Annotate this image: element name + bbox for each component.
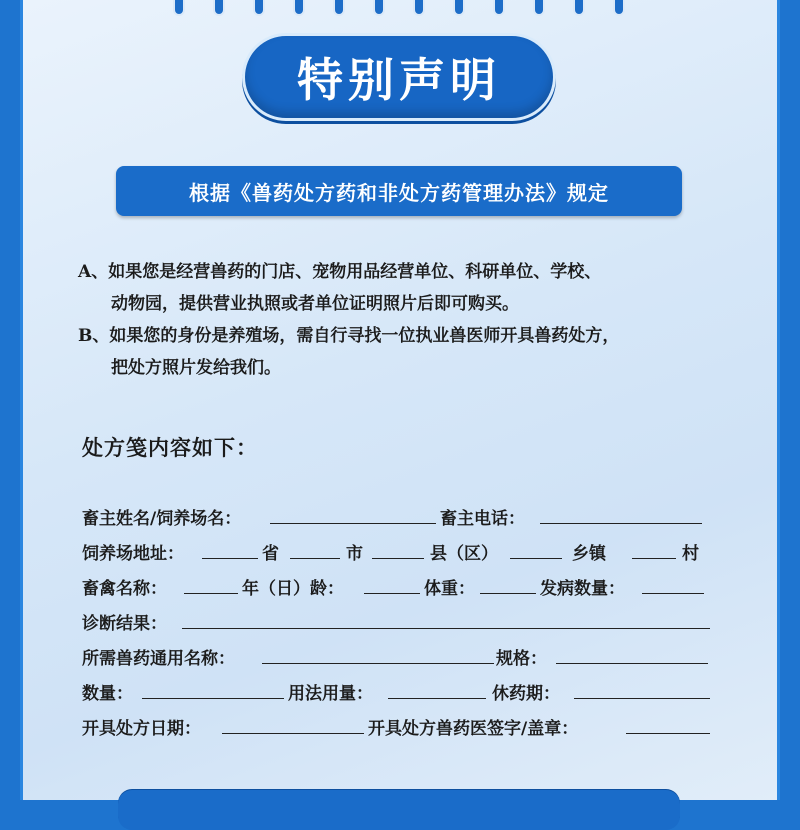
province-field[interactable]	[202, 558, 258, 559]
weight-field[interactable]	[480, 593, 536, 594]
diagnosis-field[interactable]	[182, 628, 710, 629]
date-field[interactable]	[222, 733, 364, 734]
withdrawal-field[interactable]	[574, 698, 710, 699]
binder-ring	[453, 0, 465, 16]
clause-a-line2: 动物园，提供营业执照或者单位证明照片后即可购买。	[111, 294, 519, 314]
city-field[interactable]	[290, 558, 340, 559]
clause-b-line1: B、如果您的身份是养殖场，需自行寻找一位执业兽医师开具兽药处方，	[78, 326, 620, 346]
quantity-field[interactable]	[142, 698, 284, 699]
sick-count-label: 发病数量：	[540, 579, 625, 599]
clause-b-line2: 把处方照片发给我们。	[111, 358, 281, 378]
clause-a-line1: A、如果您是经营兽药的门店、宠物用品经营单位、科研单位、学校、	[78, 262, 602, 282]
signature-label: 开具处方兽药医签字/盖章：	[368, 719, 579, 739]
form-row-signature	[82, 710, 722, 740]
city-label: 市	[346, 544, 363, 564]
animal-name-label: 畜禽名称：	[82, 579, 167, 599]
bottom-banner	[118, 790, 680, 830]
township-field[interactable]	[510, 558, 562, 559]
diagnosis-label: 诊断结果：	[82, 614, 167, 634]
binder-ring	[413, 0, 425, 16]
animal-name-field[interactable]	[184, 593, 238, 594]
age-field[interactable]	[364, 593, 420, 594]
date-label: 开具处方日期：	[82, 719, 201, 739]
binder-ring	[173, 0, 185, 16]
clause-a	[78, 256, 601, 320]
form-row-drug	[82, 640, 722, 670]
quantity-label: 数量：	[82, 684, 133, 704]
owner-name-field[interactable]	[270, 523, 436, 524]
form-row-diagnosis	[82, 605, 722, 635]
dosage-field[interactable]	[388, 698, 486, 699]
binder-ring	[293, 0, 305, 16]
sick-count-field[interactable]	[642, 593, 704, 594]
owner-phone-field[interactable]	[540, 523, 702, 524]
binder-ring	[213, 0, 225, 16]
binder-ring	[253, 0, 265, 16]
owner-phone-label: 畜主电话：	[440, 509, 525, 529]
county-label: 县（区）	[430, 544, 498, 564]
dosage-label: 用法用量：	[288, 684, 373, 704]
age-label: 年（日）龄：	[242, 579, 344, 599]
spec-label: 规格：	[496, 649, 547, 669]
village-label: 村	[682, 544, 699, 564]
province-label: 省	[262, 544, 279, 564]
form-row-address	[82, 535, 722, 565]
drug-name-label: 所需兽药通用名称：	[82, 649, 235, 669]
form-row-usage	[82, 675, 722, 705]
withdrawal-label: 休药期：	[492, 684, 560, 704]
binder-ring	[533, 0, 545, 16]
form-row-owner	[82, 500, 722, 530]
signature-field[interactable]	[626, 733, 710, 734]
binder-ring	[613, 0, 625, 16]
owner-name-label: 畜主姓名/饲养场名：	[82, 509, 242, 529]
binder-ring	[333, 0, 345, 16]
village-field[interactable]	[632, 558, 676, 559]
regulation-banner-text: 根据《兽药处方药和非处方药管理办法》规定	[189, 180, 609, 205]
regulation-banner	[116, 166, 682, 216]
binder-ring	[373, 0, 385, 16]
clause-b	[78, 320, 619, 384]
binder-ring	[493, 0, 505, 16]
farm-address-label: 饲养场地址：	[82, 544, 184, 564]
weight-label: 体重：	[424, 579, 475, 599]
prescription-section-title: 处方笺内容如下：	[82, 435, 258, 460]
page-title-text: 特别声明	[297, 53, 501, 107]
page-title	[242, 33, 556, 121]
form-row-animal	[82, 570, 722, 600]
spec-field[interactable]	[556, 663, 708, 664]
township-label: 乡镇	[572, 544, 606, 564]
county-field[interactable]	[372, 558, 424, 559]
drug-name-field[interactable]	[262, 663, 494, 664]
binder-ring	[573, 0, 585, 16]
